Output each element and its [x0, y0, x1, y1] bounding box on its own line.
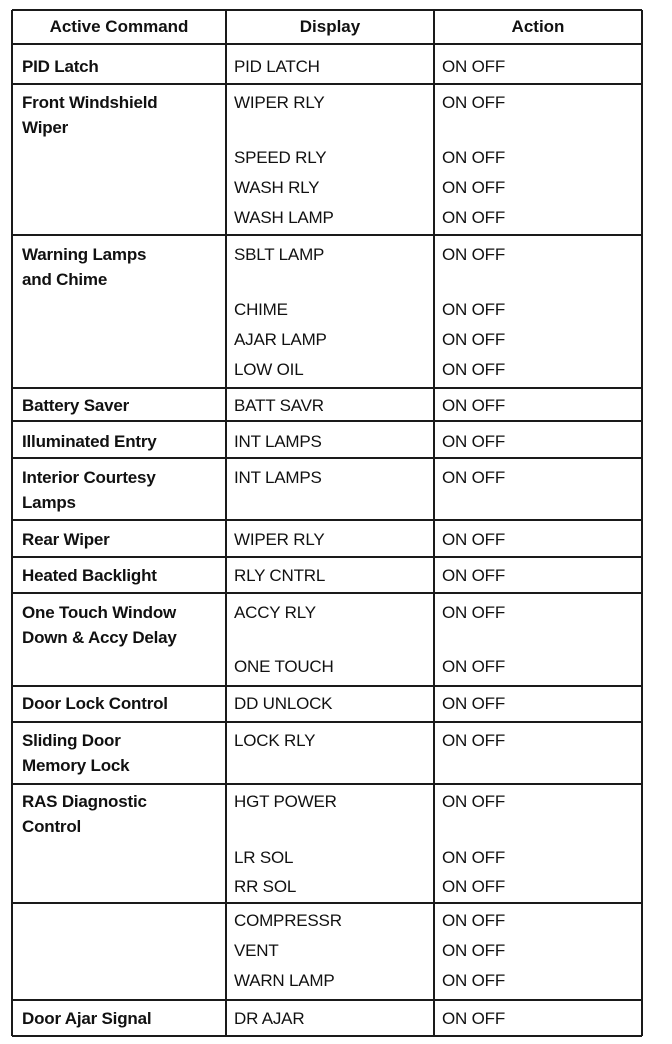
column-header: Action [511, 17, 565, 36]
action-cell: ON OFF [442, 731, 506, 750]
action-cell: ON OFF [442, 971, 506, 990]
command-cell: Warning Lamps [22, 245, 147, 264]
display-cell: LOW OIL [234, 360, 304, 379]
display-cell: WIPER RLY [234, 530, 325, 549]
display-cell: SPEED RLY [234, 148, 327, 167]
display-cell: COMPRESSR [234, 911, 342, 930]
action-cell: ON OFF [442, 848, 506, 867]
action-cell: ON OFF [442, 432, 506, 451]
display-cell: INT LAMPS [234, 432, 322, 451]
display-cell: AJAR LAMP [234, 330, 327, 349]
action-cell: ON OFF [442, 694, 506, 713]
command-cell: Front Windshield [22, 93, 158, 112]
display-cell: RR SOL [234, 877, 297, 896]
action-cell: ON OFF [442, 1009, 506, 1028]
command-cell: Rear Wiper [22, 530, 110, 549]
display-cell: ONE TOUCH [234, 657, 334, 676]
action-cell: ON OFF [442, 93, 506, 112]
action-cell: ON OFF [442, 468, 506, 487]
command-cell: Control [22, 817, 82, 836]
action-cell: ON OFF [442, 360, 506, 379]
display-cell: DD UNLOCK [234, 694, 333, 713]
action-cell: ON OFF [442, 657, 506, 676]
action-cell: ON OFF [442, 603, 506, 622]
display-cell: WARN LAMP [234, 971, 335, 990]
command-cell: Heated Backlight [22, 566, 157, 585]
action-cell: ON OFF [442, 911, 506, 930]
command-cell: Door Ajar Signal [22, 1009, 152, 1028]
display-cell: INT LAMPS [234, 468, 322, 487]
action-cell: ON OFF [442, 330, 506, 349]
action-cell: ON OFF [442, 208, 506, 227]
command-cell: RAS Diagnostic [22, 792, 147, 811]
command-cell: One Touch Window [22, 603, 177, 622]
display-cell: BATT SAVR [234, 396, 324, 415]
display-cell: PID LATCH [234, 57, 320, 76]
command-cell: Sliding Door [22, 731, 121, 750]
display-cell: LR SOL [234, 848, 294, 867]
command-cell: Down & Accy Delay [22, 628, 177, 647]
command-cell: Lamps [22, 493, 76, 512]
action-cell: ON OFF [442, 530, 506, 549]
display-cell: DR AJAR [234, 1009, 305, 1028]
action-cell: ON OFF [442, 300, 506, 319]
display-cell: RLY CNTRL [234, 566, 326, 585]
display-cell: LOCK RLY [234, 731, 316, 750]
display-cell: WASH LAMP [234, 208, 334, 227]
display-cell: SBLT LAMP [234, 245, 325, 264]
display-cell: WIPER RLY [234, 93, 325, 112]
action-cell: ON OFF [442, 941, 506, 960]
command-cell: PID Latch [22, 57, 99, 76]
command-cell: Battery Saver [22, 396, 130, 415]
command-cell: Illuminated Entry [22, 432, 157, 451]
action-cell: ON OFF [442, 148, 506, 167]
column-header: Active Command [49, 17, 189, 36]
action-cell: ON OFF [442, 792, 506, 811]
command-cell: Wiper [22, 118, 69, 137]
display-cell: HGT POWER [234, 792, 337, 811]
column-header: Display [299, 17, 361, 36]
command-cell: and Chime [22, 270, 108, 289]
action-cell: ON OFF [442, 396, 506, 415]
display-cell: CHIME [234, 300, 288, 319]
action-cell: ON OFF [442, 566, 506, 585]
action-cell: ON OFF [442, 178, 506, 197]
command-cell: Door Lock Control [22, 694, 168, 713]
command-cell: Memory Lock [22, 756, 130, 775]
action-cell: ON OFF [442, 877, 506, 896]
display-cell: VENT [234, 941, 279, 960]
display-cell: WASH RLY [234, 178, 320, 197]
command-cell: Interior Courtesy [22, 468, 156, 487]
action-cell: ON OFF [442, 245, 506, 264]
action-cell: ON OFF [442, 57, 506, 76]
display-cell: ACCY RLY [234, 603, 316, 622]
